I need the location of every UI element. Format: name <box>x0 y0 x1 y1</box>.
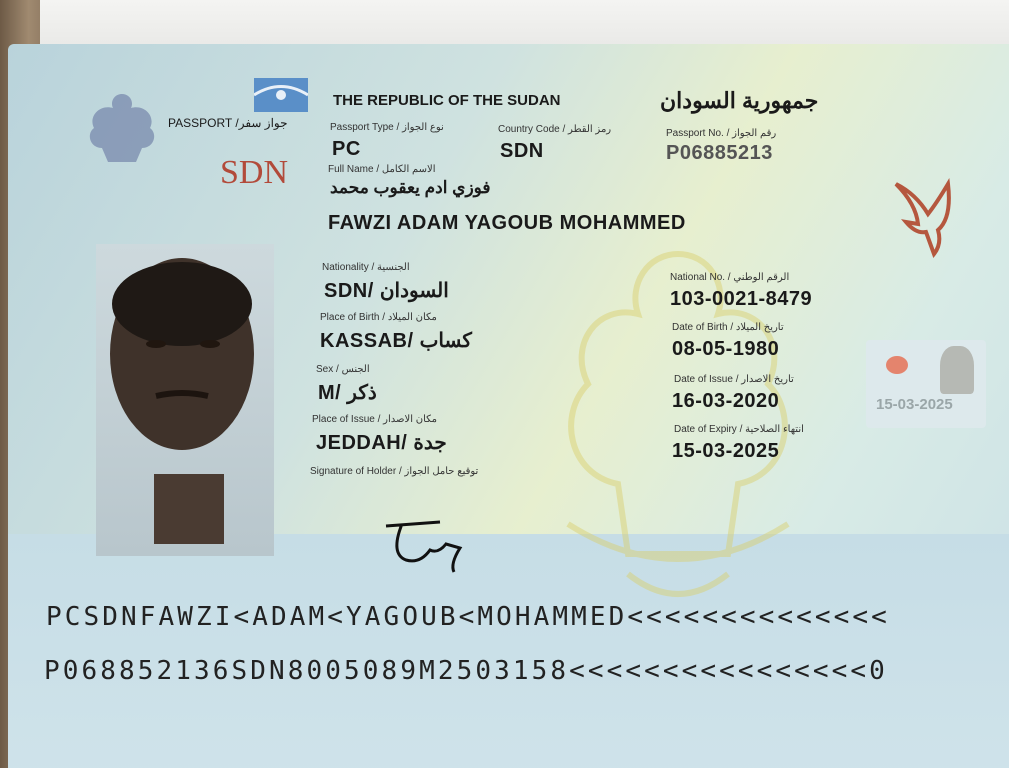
mrz-line-2: P068852136SDN8005089M2503158<<<<<<<<<<<<<<<<0 <box>44 656 888 686</box>
ghost-expiry: 15-03-2025 <box>876 396 953 413</box>
republic-en: THE REPUBLIC OF THE SUDAN <box>333 92 561 109</box>
place-of-issue-label: Place of Issue / مكان الاصدار <box>312 414 438 425</box>
dove-icon <box>886 174 956 264</box>
passport-type-label: Passport Type / نوع الجواز <box>330 122 444 133</box>
national-no-label: National No. / الرقم الوطني <box>670 272 790 283</box>
hologram-icon <box>886 356 908 374</box>
passport-type-value: PC <box>332 138 361 160</box>
date-of-issue-value: 16-03-2020 <box>672 390 780 412</box>
passport-label: PASSPORT /جواز سفر <box>168 116 288 130</box>
full-name-en: FAWZI ADAM YAGOUB MOHAMMED <box>328 212 686 234</box>
date-of-expiry-value: 15-03-2025 <box>672 440 780 462</box>
date-of-birth-label: Date of Birth / تاريخ الميلاد <box>672 322 784 333</box>
holder-photo <box>96 244 274 556</box>
ghost-photo <box>940 346 974 394</box>
mrz-line-1: PCSDNFAWZI<ADAM<YAGOUB<MOHAMMED<<<<<<<<<<<<<< <box>46 602 890 632</box>
secretary-bird-emblem-icon <box>80 86 164 170</box>
flag-icon <box>254 78 308 112</box>
country-code-label: Country Code / رمز القطر <box>498 124 612 135</box>
full-name-label: Full Name / الاسم الكامل <box>328 164 436 175</box>
signature-label: Signature of Holder / توقيع حامل الجواز <box>310 466 479 477</box>
republic-ar: جمهورية السودان <box>660 88 819 113</box>
country-code-value: SDN <box>500 140 544 162</box>
date-of-expiry-label: Date of Expiry / انتهاء الصلاحية <box>674 424 804 435</box>
nationality-label: Nationality / الجنسية <box>322 262 410 273</box>
national-no-value: 103-0021-8479 <box>670 288 813 310</box>
place-of-birth-label: Place of Birth / مكان الميلاد <box>320 312 437 323</box>
date-of-issue-label: Date of Issue / تاريخ الاصدار <box>674 374 794 385</box>
date-of-birth-value: 08-05-1980 <box>672 338 780 360</box>
country-large: SDN <box>220 154 289 191</box>
passport-no-value: P06885213 <box>666 142 773 164</box>
passport-no-label: Passport No. / رقم الجواز <box>666 128 777 139</box>
nationality-value: SDN/ السودان <box>324 280 449 302</box>
full-name-ar: فوزي ادم يعقوب محمد <box>330 178 491 197</box>
ghost-image-panel <box>866 340 986 428</box>
sex-value: M/ ذكر <box>318 382 377 404</box>
signature-icon <box>380 514 470 574</box>
place-of-birth-value: KASSAB/ كساب <box>320 330 472 352</box>
sex-label: Sex / الجنس <box>316 364 370 375</box>
place-of-issue-value: JEDDAH/ جدة <box>316 432 447 454</box>
data-page <box>8 44 1009 768</box>
